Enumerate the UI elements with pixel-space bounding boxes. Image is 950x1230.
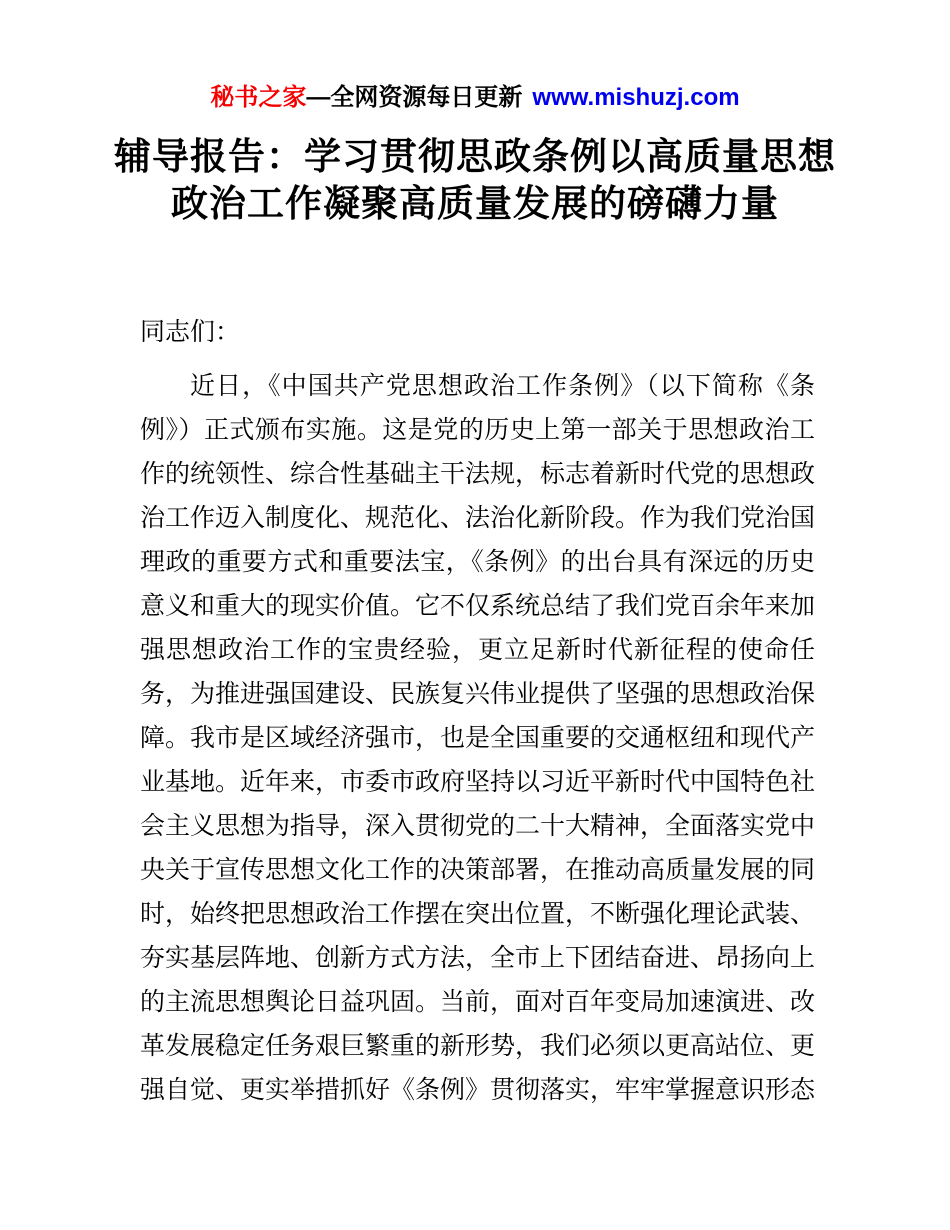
site-header	[0, 0, 950, 113]
site-tagline: —全网资源每日更新	[306, 84, 523, 111]
document-title-line-2: 政治工作凝聚高质量发展的磅礴力量	[171, 182, 779, 224]
site-brand: 秘书之家	[210, 84, 307, 111]
salutation: 同志们：	[140, 317, 241, 346]
document-body	[140, 310, 815, 1112]
document-title-line-1: 辅导报告：学习贯彻思政条例以高质量思想	[114, 135, 836, 177]
site-url-link[interactable]: www.mishuzj.com	[532, 84, 740, 111]
document-title	[0, 133, 950, 227]
body-paragraph: 近日，《中国共产党思想政治工作条例》（以下简称《条例》）正式颁布实施。这是党的历史上第一部关于思想政治工作的统领性、综合性基础主干法规，标志着新时代党的思想政治工作迈入制度化、规范化、法治化新阶段。作为我们党治国理政的重要方式和重要法宝，《条例》的出台具有深远的历史意义和重大的现实价值。它不仅系统总结了我们党百余年来加强思想政治工作的宝贵经验，更立足新时代新征程的使命任务，为推进强国建设、民族复兴伟业提供了坚强的思想政治保障。我市是区域经济强市，也是全国重要的交通枢纽和现代产业基地。近年来，市委市政府坚持以习近平新时代中国特色社会主义思想为指导，深入贯彻党的二十大精神，全面落实党中央关于宣传思想文化工作的决策部署，在推动高质量发展的同时，始终把思想政治工作摆在突出位置，不断强化理论武装、夯实基层阵地、创新方式方法，全市上下团结奋进、昂扬向上的主流思想舆论日益巩固。当前，面对百年变局加速演进、改革发展稳定任务艰巨繁重的新形势，我们必须以更高站位、更强自觉、更实举措抓好《条例》贯彻落实，牢牢掌握意识形态	[140, 371, 816, 1104]
